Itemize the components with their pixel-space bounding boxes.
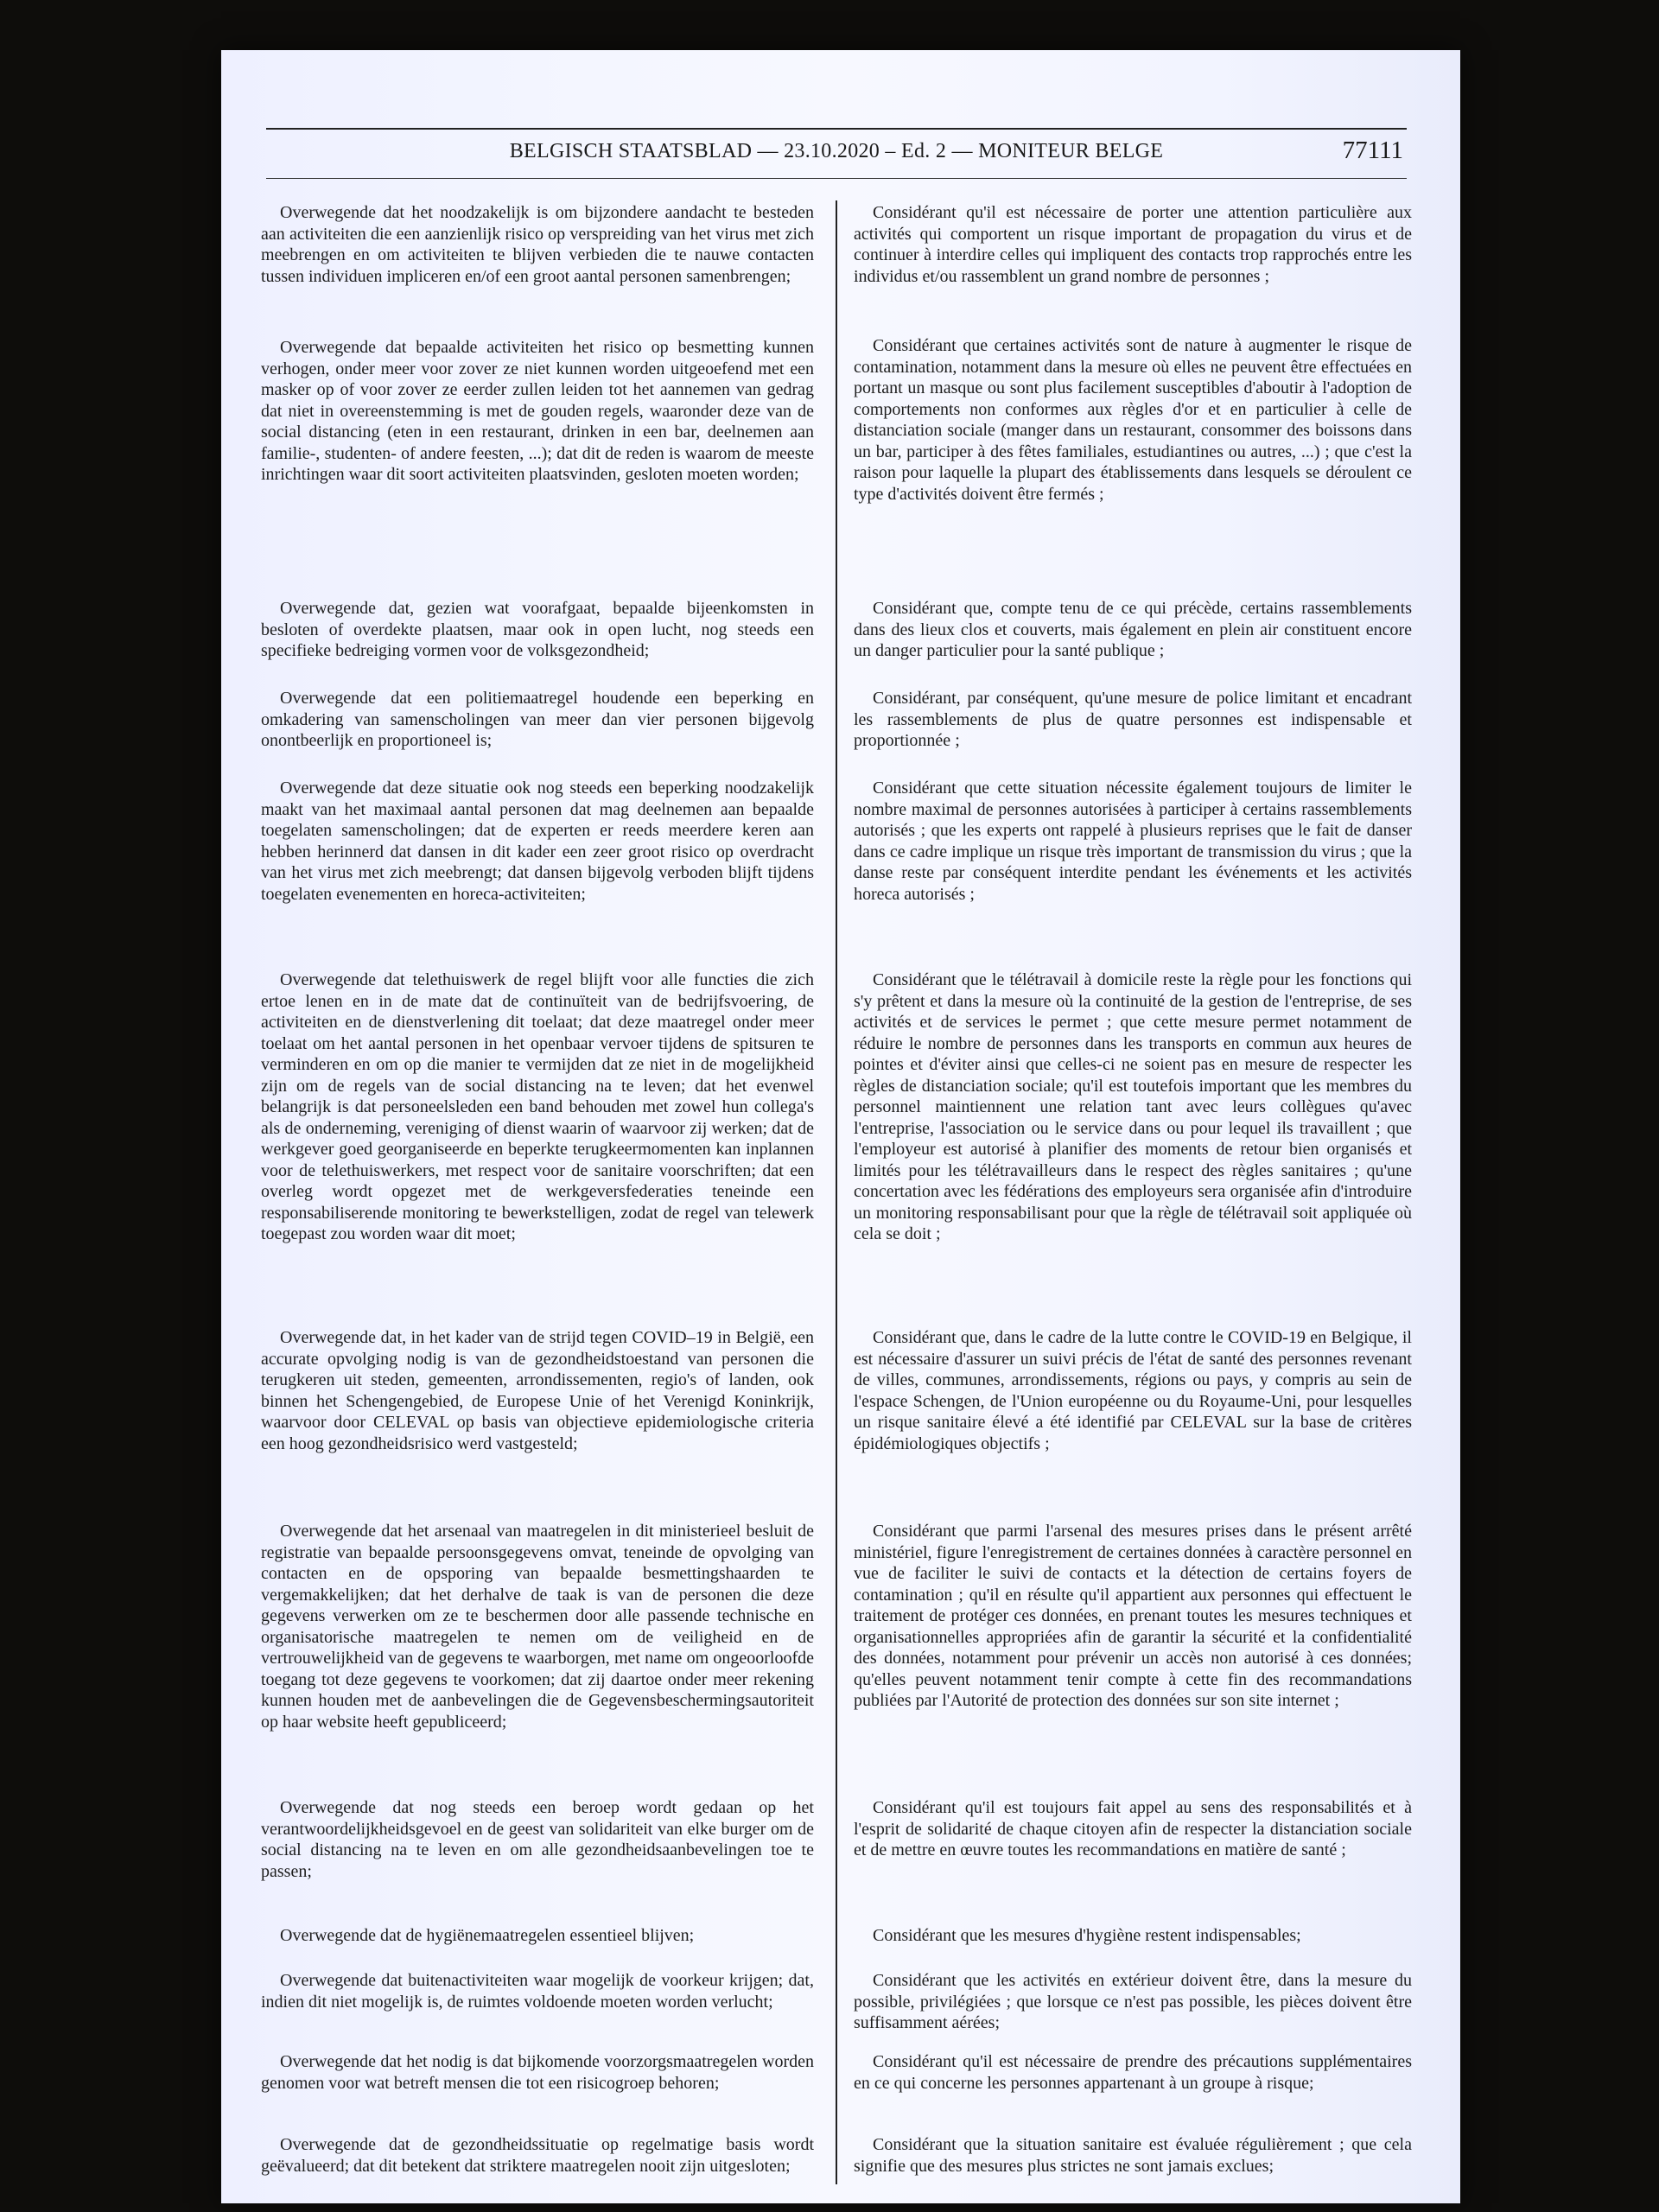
paragraph-nl-5: Overwegende dat deze situatie ook nog steeds een beperking noodzakelijk maakt van het maximaal aantal personen dat mag deelnemen aan bepaalde toegelaten samenscholingen; dat de experten er reeds meerdere keren aan hebben herinnerd dat dansen in dit kader een zeer groot risico op overdracht van het virus met zich meebrengt; dat dansen bijgevolg verboden blijft tijdens toegelaten evenementen en horeca-activiteiten;: [261, 779, 814, 904]
paragraph-nl-4: Overwegende dat een politiemaatregel houdende een beperking en omkadering van samenscholingen van meer dan vier personen bijgevolg onontbeerlijk en proportioneel is;: [261, 689, 814, 750]
paragraph-fr-5: Considérant que cette situation nécessite également toujours de limiter le nombre maximal de personnes autorisées à participer à certains rassemblements autorisés ; que les experts ont rappelé à plusieurs reprises que le fait de danser dans ce cadre implique un risque très important de transmission du virus ; que la danse reste par conséquent interdite pendant les événements et les activités horeca autorisés ;: [854, 779, 1412, 904]
page-header: [266, 128, 1407, 175]
paragraph-fr-13: Considérant que la situation sanitaire est évaluée régulièrement ; que cela signifie que des mesures plus strictes ne sont jamais exclues;: [854, 2135, 1412, 2176]
paragraph-nl-2: Overwegende dat bepaalde activiteiten het risico op besmetting kunnen verhogen, onder meer voor zover ze niet kunnen worden uitgeoefend met een masker op of voor zover ze eerder zullen leiden tot het aannemen van gedrag dat niet in overeenstemming is met de gouden regels, waaronder deze van de social distancing (eten in een restaurant, drinken in een bar, deelnemen aan familie-, studenten- of andere feesten, ...); dat dit de reden is waarom de meeste inrichtingen waar dit soort activiteiten plaatsvinden, gesloten moeten worden;: [261, 338, 814, 484]
column-divider: [836, 200, 837, 2184]
paragraph-fr-6: Considérant que le télétravail à domicile reste la règle pour les fonctions qui s'y prêtent et dans la mesure où la continuité de la gestion de l'entreprise, de ses activités et de services le permet ; que cette mesure permet notamment de réduire le nombre de personnes dans les transports en commun aux heures de pointes et d'éviter ainsi que celles-ci ne soient pas en mesure de respecter les règles de distanciation sociale; qu'il est toutefois important que les membres du personnel maintiennent une relation tant avec leurs collègues qu'avec l'entreprise, l'association ou le service dans ou pour lequel ils travaillent ; que l'employeur est autorisé à planifier des moments de retour bien organisés et limités pour les télétravailleurs dans le respect des règles sanitaires ; qu'une concertation avec les fédérations des employeurs sera organisée afin d'introduire un monitoring responsabilisant pour que la règle de télétravail soit appliquée où cela se doit ;: [854, 970, 1412, 1243]
french-column: [854, 202, 1412, 2190]
header-rule: [266, 178, 1407, 179]
paragraph-fr-7: Considérant que, dans le cadre de la lutte contre le COVID-19 en Belgique, il est nécessaire d'assurer un suivi précis de l'état de santé des personnes revenant de villes, communes, arrondissements, régions ou pays, y compris au sein de l'espace Schengen, de l'Union européenne ou du Royaume-Uni, pour lesquelles un risque sanitaire élevé a été identifié par CELEVAL sur la base de critères épidémiologiques objectifs ;: [854, 1328, 1412, 1453]
paragraph-nl-8: Overwegende dat het arsenaal van maatregelen in dit ministerieel besluit de registratie van bepaalde persoonsgegevens omvat, teneinde de opvolging van contacten en de opsporing van bepaalde besmettingshaarden te vergemakkelijken; dat het derhalve de taak is van de personen die deze gegevens verwerken om ze te beschermen door alle passende technische en organisatorische maatregelen te nemen om de veiligheid en de vertrouwelijkheid van de gegevens te waarborgen, met name om ongeoorloofde toegang tot deze gegevens te voorkomen; dat zij daartoe onder meer rekening kunnen houden met de aanbevelingen die de Gegevensbeschermingsautoriteit op haar website heeft gepubliceerd;: [261, 1522, 814, 1732]
paragraph-fr-1: Considérant qu'il est nécessaire de porter une attention particulière aux activités qui comportent un risque important de propagation du virus et de continuer à interdire celles qui impliquent des contacts trop rapprochés entre les individus et/ou rassemblent un grand nombre de personnes ;: [854, 203, 1412, 286]
paragraph-nl-3: Overwegende dat, gezien wat voorafgaat, bepaalde bijeenkomsten in besloten of overdekte plaatsen, maar ook in open lucht, nog steeds een specifieke bedreiging vormen voor de volksgezondheid;: [261, 599, 814, 660]
paragraph-nl-1: Overwegende dat het noodzakelijk is om bijzondere aandacht te besteden aan activiteiten die een aanzienlijk risico op verspreiding van het virus met zich meebrengen en om activiteiten te blijven verbieden die te nauwe contacten tussen individuen impliceren en/of een groot aantal personen samenbrengen;: [261, 203, 814, 286]
paragraph-nl-11: Overwegende dat buitenactiviteiten waar mogelijk de voorkeur krijgen; dat, indien dit niet mogelijk is, de ruimtes voldoende moeten worden verlucht;: [261, 1971, 814, 2012]
paragraph-nl-6: Overwegende dat telethuiswerk de regel blijft voor alle functies die zich ertoe lenen en in de mate dat de continuïteit van de bedrijfsvoering, de activiteiten en de dienstverlening dit toelaat; dat deze maatregel onder meer toelaat om het aantal personen in het openbaar vervoer tijdens de spitsuren te verminderen en om op die manier te vermijden dat ze niet in de mogelijkheid zijn om de regels van de social distancing na te leven; dat het evenwel belangrijk is dat personeelsleden een band behouden met zowel hun collega's als de onderneming, vereniging of dienst waarin of waarvoor zij werken; dat de werkgever goed georganiseerde en beperkte terugkeermomenten kan inplannen voor de telethuiswerkers, met respect voor de sanitaire voorschriften; dat een overleg wordt opgezet met de werkgeversfederaties teneinde een responsabiliserende monitoring te bewerkstelligen, zodat de regel van telewerk toegepast zou worden waar dit moet;: [261, 970, 814, 1243]
paragraph-fr-10: Considérant que les mesures d'hygiène restent indispensables;: [873, 1926, 1301, 1945]
gazette-title: BELGISCH STAATSBLAD — 23.10.2020 – Ed. 2 — MONITEUR BELGE: [509, 140, 1164, 162]
paragraph-fr-12: Considérant qu'il est nécessaire de prendre des précautions supplémentaires en ce qui concerne les personnes appartenant à un groupe à risque;: [854, 2052, 1412, 2093]
document-page: [221, 50, 1460, 2203]
paragraph-nl-7: Overwegende dat, in het kader van de strijd tegen COVID–19 in België, een accurate opvolging nodig is van de gezondheidstoestand van personen die terugkeren uit steden, gemeenten, arrondissementen, regio's of landen, ook binnen het Schengengebied, de Europese Unie of het Verenigd Koninkrijk, waarvoor door CELEVAL op basis van objectieve epidemiologische criteria een hoog gezondheidsrisico werd vastgesteld;: [261, 1328, 814, 1453]
paragraph-nl-10: Overwegende dat de hygiënemaatregelen essentieel blijven;: [280, 1926, 695, 1945]
paragraph-fr-8: Considérant que parmi l'arsenal des mesures prises dans le présent arrêté ministériel, figure l'enregistrement de certaines données à caractère personnel en vue de faciliter le suivi de contacts et la détection de certains foyers de contamination ; qu'il en résulte qu'il appartient aux personnes qui effectuent le traitement de protéger ces données, en prenant toutes les mesures techniques et organisationnelles appropriées afin de garantir la sécurité et la confidentialité des données, notamment pour prévenir un accès non autorisé à ces données; qu'elles peuvent notamment tenir compte à cette fin des recommandations publiées par l'Autorité de protection des données sur son site internet ;: [854, 1522, 1412, 1710]
paragraph-fr-4: Considérant, par conséquent, qu'une mesure de police limitant et encadrant les rassemblements de plus de quatre personnes est indispensable et proportionnée ;: [854, 689, 1412, 750]
paragraph-nl-12: Overwegende dat het nodig is dat bijkomende voorzorgsmaatregelen worden genomen voor wat betreft mensen die tot een risicogroep behoren;: [261, 2052, 814, 2093]
paragraph-nl-13: Overwegende dat de gezondheidssituatie op regelmatige basis wordt geëvalueerd; dat dit betekent dat striktere maatregelen nooit zijn uitgesloten;: [261, 2135, 814, 2176]
dutch-column: [261, 202, 814, 2190]
paragraph-fr-9: Considérant qu'il est toujours fait appel au sens des responsabilités et à l'esprit de solidarité de chaque citoyen afin de respecter la distanciation sociale et de mettre en œuvre toutes les recommandations en matière de santé ;: [854, 1798, 1412, 1859]
paragraph-fr-2: Considérant que certaines activités sont de nature à augmenter le risque de contamination, notamment dans la mesure où elles ne peuvent être effectuées en portant un masque ou sont plus facilement susceptibles d'aboutir à l'adoption de comportements non conformes aux règles d'or et en particulier à celle de distanciation sociale (manger dans un restaurant, consommer des boissons dans un bar, participer à des fêtes familiales, estudiantines ou autres, ...) ; que c'est la raison pour laquelle la plupart des établissements dans lesquels se déroulent ce type d'activités doivent être fermés ;: [854, 336, 1412, 504]
page-number: 77111: [1342, 137, 1403, 164]
paragraph-fr-3: Considérant que, compte tenu de ce qui précède, certains rassemblements dans des lieux clos et couverts, mais également en plein air constituent encore un danger particulier pour la santé publique ;: [854, 599, 1412, 660]
paragraph-nl-9: Overwegende dat nog steeds een beroep wordt gedaan op het verantwoordelijkheidsgevoel en de geest van solidariteit van elke burger om de social distancing na te leven en om alle gezondheidsaanbevelingen toe te passen;: [261, 1798, 814, 1881]
paragraph-fr-11: Considérant que les activités en extérieur doivent être, dans la mesure du possible, privilégiées ; que lorsque ce n'est pas possible, les pièces doivent être suffisamment aérées;: [854, 1971, 1412, 2032]
